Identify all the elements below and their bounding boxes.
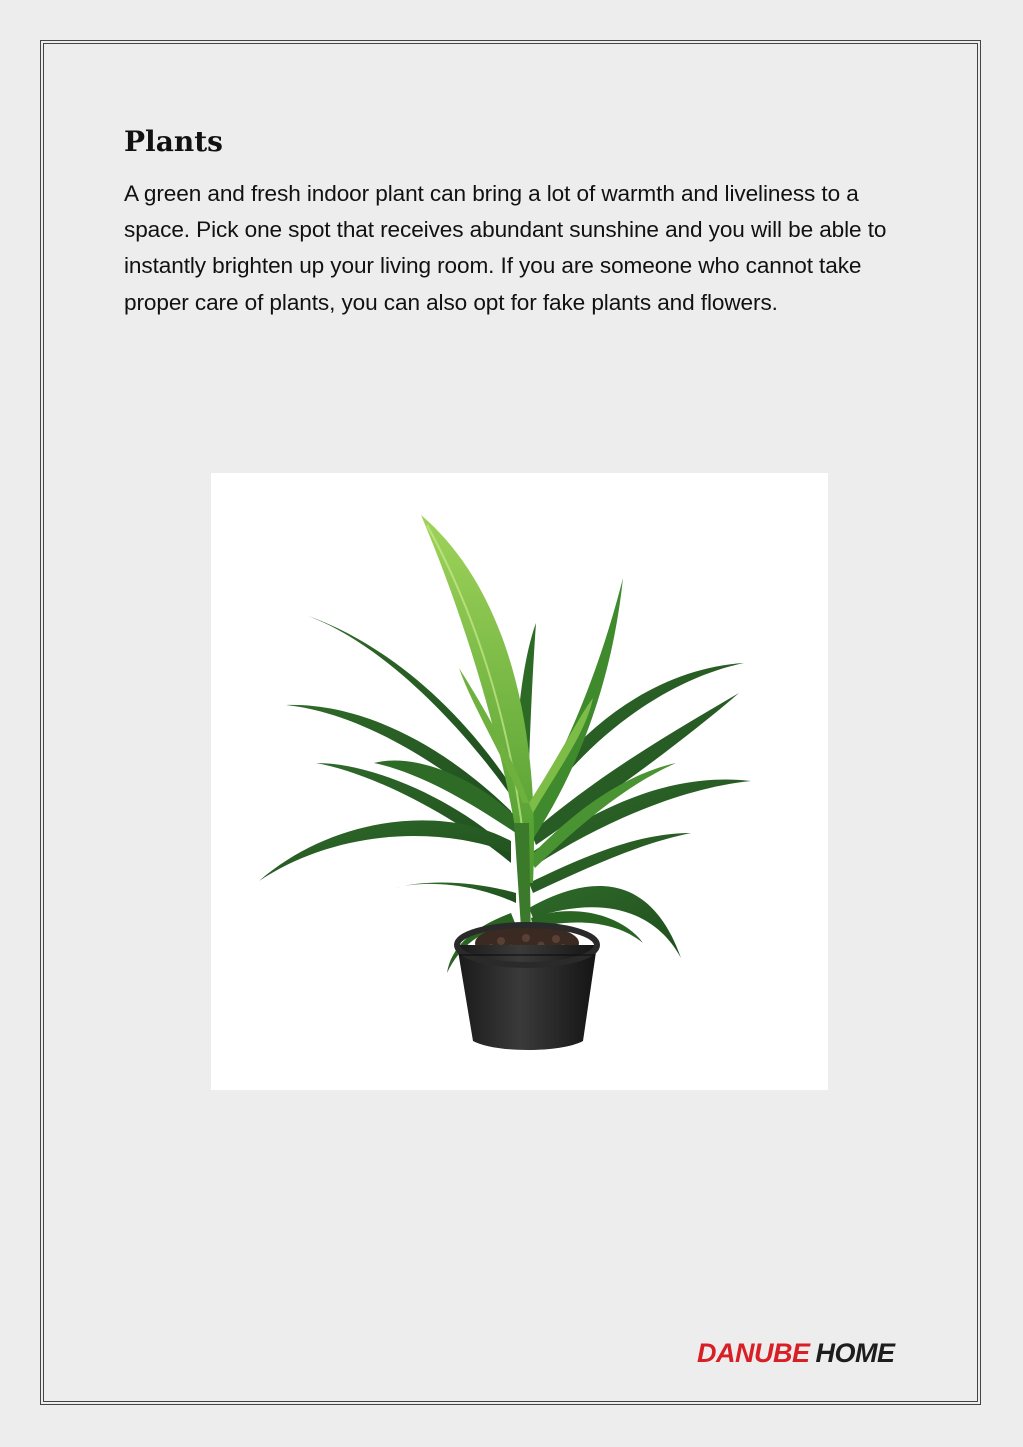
potted-plant-icon bbox=[211, 473, 828, 1090]
logo-part-home: HOME bbox=[815, 1338, 895, 1368]
logo-part-danube: DANUBE bbox=[697, 1338, 810, 1368]
section-heading: Plants bbox=[124, 125, 223, 158]
section-paragraph: A green and fresh indoor plant can bring a lot of warmth and liveliness to a space. Pick one spot that receives abundant sunshine and you will be able to instantly brighten up your living room. If you are someone who cannot take proper care of plants, you can also opt for fake plants and flowers. bbox=[124, 181, 887, 315]
danube-home-logo bbox=[697, 1336, 959, 1370]
plant-photo bbox=[211, 473, 828, 1090]
